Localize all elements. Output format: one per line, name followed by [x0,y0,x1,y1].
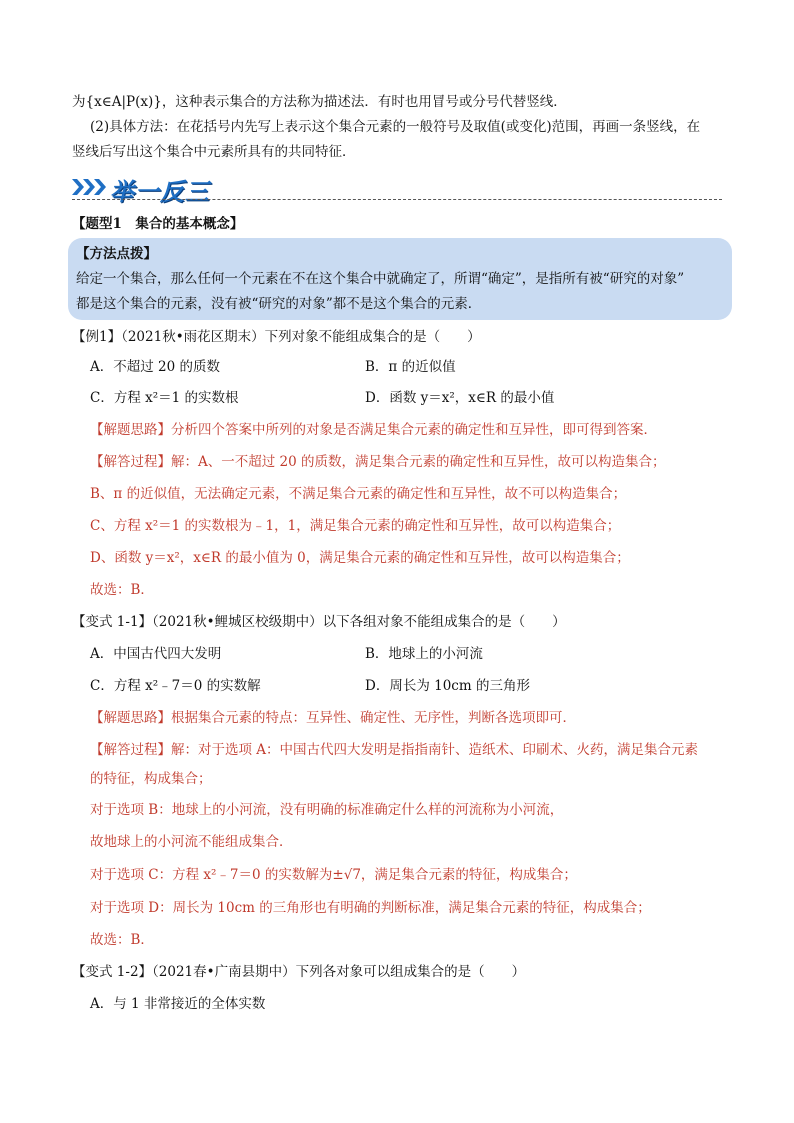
variant-1-1-process-2b: 故地球上的小河流不能组成集合． [90,834,293,850]
example-1-option-b: B．π 的近似值 [365,359,456,375]
variant-1-1-option-c: C．方程 x²﹣7＝0 的实数解 [90,678,261,694]
section-banner [72,172,722,206]
example-1-process-4: D、函数 y＝x²，x∈R 的最小值为 0，满足集合元素的确定性和互异性，故可以构造集合； [90,550,630,566]
tip-line-2: 都是这个集合的元素，没有被“研究的对象”都不是这个集合的元素． [76,296,482,312]
intro-line-3: 竖线后写出这个集合中元素所具有的共同特征． [72,144,356,160]
intro-line-2: (2)具体方法：在花括号内先写上表示这个集合元素的一般符号及取值(或变化)范围，再画一条竖线，在 [90,119,701,135]
tip-line-1: 给定一个集合，那么任何一个元素在不在这个集合中就确定了，所谓“确定”，是指所有被“研究的对象” [76,271,685,287]
variant-1-2-option-a: A．与 1 非常接近的全体实数 [90,996,266,1012]
example-1-idea: 【解题思路】分析四个答案中所列的对象是否满足集合元素的确定性和互异性，即可得到答案． [90,422,657,438]
variant-1-1-process-4: 对于选项 D：周长为 10cm 的三角形也有明确的判断标准，满足集合元素的特征，构成集合； [90,900,651,916]
variant-1-1-answer: 故选：B． [90,932,154,948]
variant-1-1-stem: 【变式 1-1】（2021秋•鲤城区校级期中）以下各组对象不能组成集合的是（ ） [72,614,566,630]
example-1-option-a: A．不超过 20 的质数 [90,359,221,375]
example-1-process-2: B、π 的近似值，无法确定元素，不满足集合元素的确定性和互异性，故不可以构造集合； [90,486,627,502]
variant-1-2-stem: 【变式 1-2】（2021春•广南县期中）下列各对象可以组成集合的是（ ） [72,964,526,980]
example-1-option-c: C．方程 x²＝1 的实数根 [90,390,239,406]
tip-title: 【方法点拨】 [76,246,157,262]
variant-1-1-process-1b: 的特征，构成集合； [90,771,212,787]
variant-1-1-option-a: A．中国古代四大发明 [90,646,222,662]
variant-1-1-idea: 【解题思路】根据集合元素的特点：互异性、确定性、无序性，判断各选项即可． [90,710,576,726]
variant-1-1-process-2: 对于选项 B：地球上的小河流，没有明确的标准确定什么样的河流称为小河流， [90,802,564,818]
example-1-process-1: 【解答过程】解：A、一不超过 20 的质数，满足集合元素的确定性和互异性，故可以构造集合； [90,454,666,470]
method-tip-box [68,238,732,320]
variant-1-1-process-1: 【解答过程】解：对于选项 A：中国古代四大发明是指指南针、造纸术、印刷术、火药，满足集合元素 [90,742,699,758]
variant-1-1-option-d: D．周长为 10cm 的三角形 [365,678,530,694]
variant-1-1-option-b: B．地球上的小河流 [365,646,483,662]
chevrons-icon [72,177,108,197]
banner-divider [72,199,722,200]
intro-line-1: 为{x∈A|P(x)}，这种表示集合的方法称为描述法．有时也用冒号或分号代替竖线． [72,94,567,110]
example-1-process-3: C、方程 x²＝1 的实数根为﹣1，1，满足集合元素的确定性和互异性，故可以构造集合； [90,518,621,534]
variant-1-1-process-3: 对于选项 C：方程 x²﹣7＝0 的实数解为±√7，满足集合元素的特征，构成集合； [90,867,577,883]
example-1-stem: 【例1】（2021秋•雨花区期末）下列对象不能组成集合的是（ ） [72,329,481,345]
type1-heading: 【题型1 集合的基本概念】 [72,216,244,232]
example-1-option-d: D．函数 y＝x²，x∈R 的最小值 [365,390,555,406]
example-1-answer: 故选：B． [90,582,154,598]
banner-title: 举一反三 [110,177,210,206]
